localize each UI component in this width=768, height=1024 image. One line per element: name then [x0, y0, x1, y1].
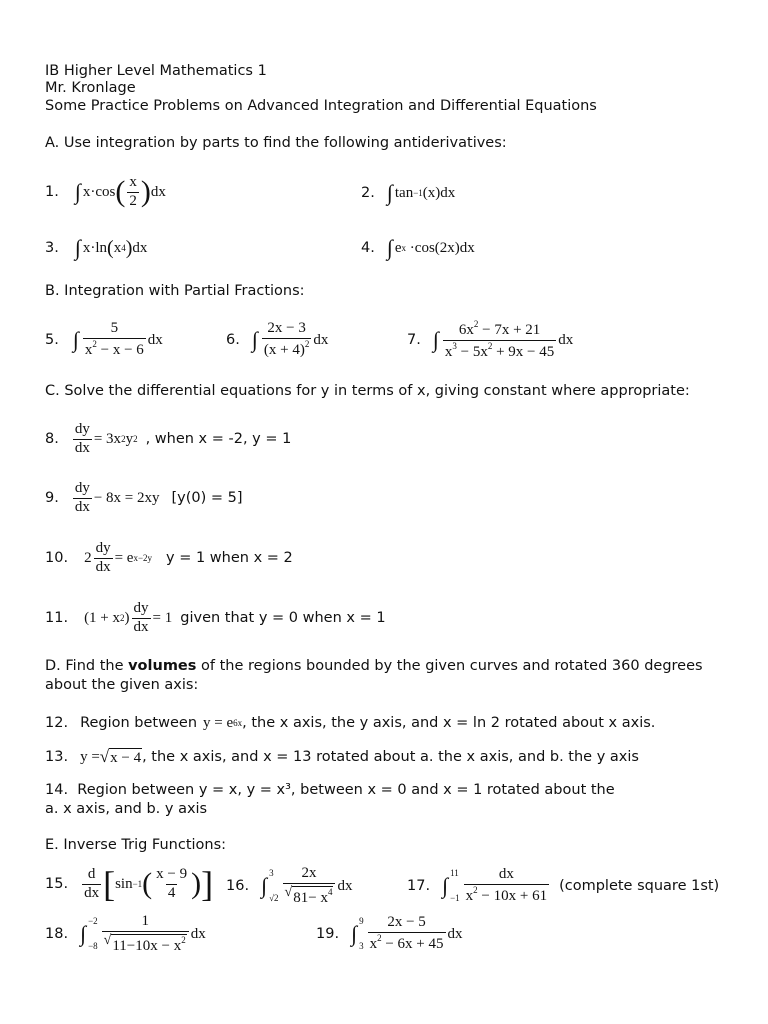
teacher-name: Mr. Kronlage [45, 80, 136, 96]
problem-6-number: 6. [226, 331, 240, 348]
problem-10-number: 10. [45, 549, 69, 566]
problem-7: 7. ∫ $6x^2 - 7x + 21$ $x^3 - 5x^2 + 9x - 45$ dx [407, 318, 574, 360]
problem-10: 10. 2 dy dx = e x−2y y = 1 when x = 2 [45, 539, 293, 575]
problem-10-condition: y = 1 when x = 2 [166, 549, 293, 566]
document-title: Some Practice Problems on Advanced Integration and Differential Equations [45, 98, 597, 114]
problem-19-number: 19. [316, 925, 340, 942]
section-a-heading: A. Use integration by parts to find the following antiderivatives: [45, 135, 507, 151]
problem-18: 18. ∫ −2 −8 1 √ $11-10x - x^2$ dx [45, 912, 206, 954]
problem-9-number: 9. [45, 489, 59, 506]
problem-12-pre: Region between [80, 714, 198, 731]
problem-8-condition: , when x = -2, y = 1 [145, 430, 292, 447]
problem-4: 4. ∫ e x ·cos(2x)dx [361, 235, 475, 260]
section-d-heading: D. Find the volumes of the regions bounded by the given curves and rotated 360 degrees [45, 658, 703, 674]
problem-14-line2: a. x axis, and b. y axis [45, 801, 208, 817]
problem-15: 15. d dx [ sin −1 ( x − 9 4 ) ] [45, 864, 214, 904]
section-b-heading: B. Integration with Partial Fractions: [45, 283, 305, 299]
problem-17: 17. ∫ 11 −1 dx $x^2 - 10x + 61$ (complete square 1st) [407, 866, 720, 904]
problem-9: 9. dy dx − 8x = 2xy [y(0) = 5] [45, 479, 243, 515]
section-e-heading: E. Inverse Trig Functions: [45, 837, 227, 853]
problem-3-number: 3. [45, 239, 59, 256]
problem-14-line1: Region between y = x, y = x³, between x = 0 and x = 1 rotated about the [77, 782, 615, 798]
problem-16-number: 16. [226, 877, 250, 894]
problem-4-number: 4. [361, 239, 375, 256]
problem-12-number: 12. [45, 714, 69, 731]
problem-3: 3. ∫ x·ln ( x 4 ) dx [45, 235, 148, 260]
problem-14-number: 14. [45, 782, 69, 798]
problem-1: 1. ∫ x·cos ( x 2 ) dx [45, 173, 166, 209]
section-d-heading-cont: about the given axis: [45, 677, 199, 693]
problem-11-condition: given that y = 0 when x = 1 [180, 609, 386, 626]
problem-5: 5. ∫ 5 $x^2 - x - 6$ dx [45, 320, 163, 358]
problem-1-number: 1. [45, 183, 59, 200]
problem-16: 16. ∫ 3 √2 2x √ $81- x^4$ dx [226, 864, 353, 906]
problem-13-post: , the x axis, and x = 13 rotated about a. the x axis, and b. the y axis [142, 748, 639, 765]
problem-12-post: , the x axis, the y axis, and x = ln 2 rotated about x axis. [242, 714, 656, 731]
problem-12: 12. Region between y = e 6x , the x axis, the y axis, and x = ln 2 rotated about x axis. [45, 714, 656, 731]
section-c-heading: C. Solve the differential equations for y in terms of x, giving constant where appropriate: [45, 383, 690, 399]
problem-11: 11. (1 + x 2 ) dy dx = 1 given that y = 0 when x = 1 [45, 599, 386, 635]
problem-8: 8. dy dx = 3x 2 y 2 , when x = -2, y = 1 [45, 420, 292, 456]
volumes-keyword: volumes [128, 658, 197, 674]
problem-13: 13. y = √ x − 4 , the x axis, and x = 13 rotated about a. the x axis, and b. the y axis [45, 746, 639, 766]
problem-17-number: 17. [407, 877, 431, 894]
course-title: IB Higher Level Mathematics 1 [45, 63, 267, 79]
problem-18-number: 18. [45, 925, 69, 942]
problem-13-number: 13. [45, 748, 69, 765]
problem-15-number: 15. [45, 875, 69, 892]
problem-19: 19. ∫ 9 3 2x − 5 $x^2 - 6x + 45$ dx [316, 914, 463, 952]
problem-5-number: 5. [45, 331, 59, 348]
problem-6: 6. ∫ 2x − 3 $(x + 4)^2$ dx [226, 320, 329, 358]
problem-2: 2. ∫ tan −1 (x)dx [361, 180, 456, 205]
problem-17-note: (complete square 1st) [559, 877, 720, 894]
problem-7-number: 7. [407, 331, 421, 348]
problem-11-number: 11. [45, 609, 69, 626]
problem-9-condition: [y(0) = 5] [171, 489, 243, 506]
problem-2-number: 2. [361, 184, 375, 201]
problem-14 [45, 781, 615, 799]
problem-8-number: 8. [45, 430, 59, 447]
